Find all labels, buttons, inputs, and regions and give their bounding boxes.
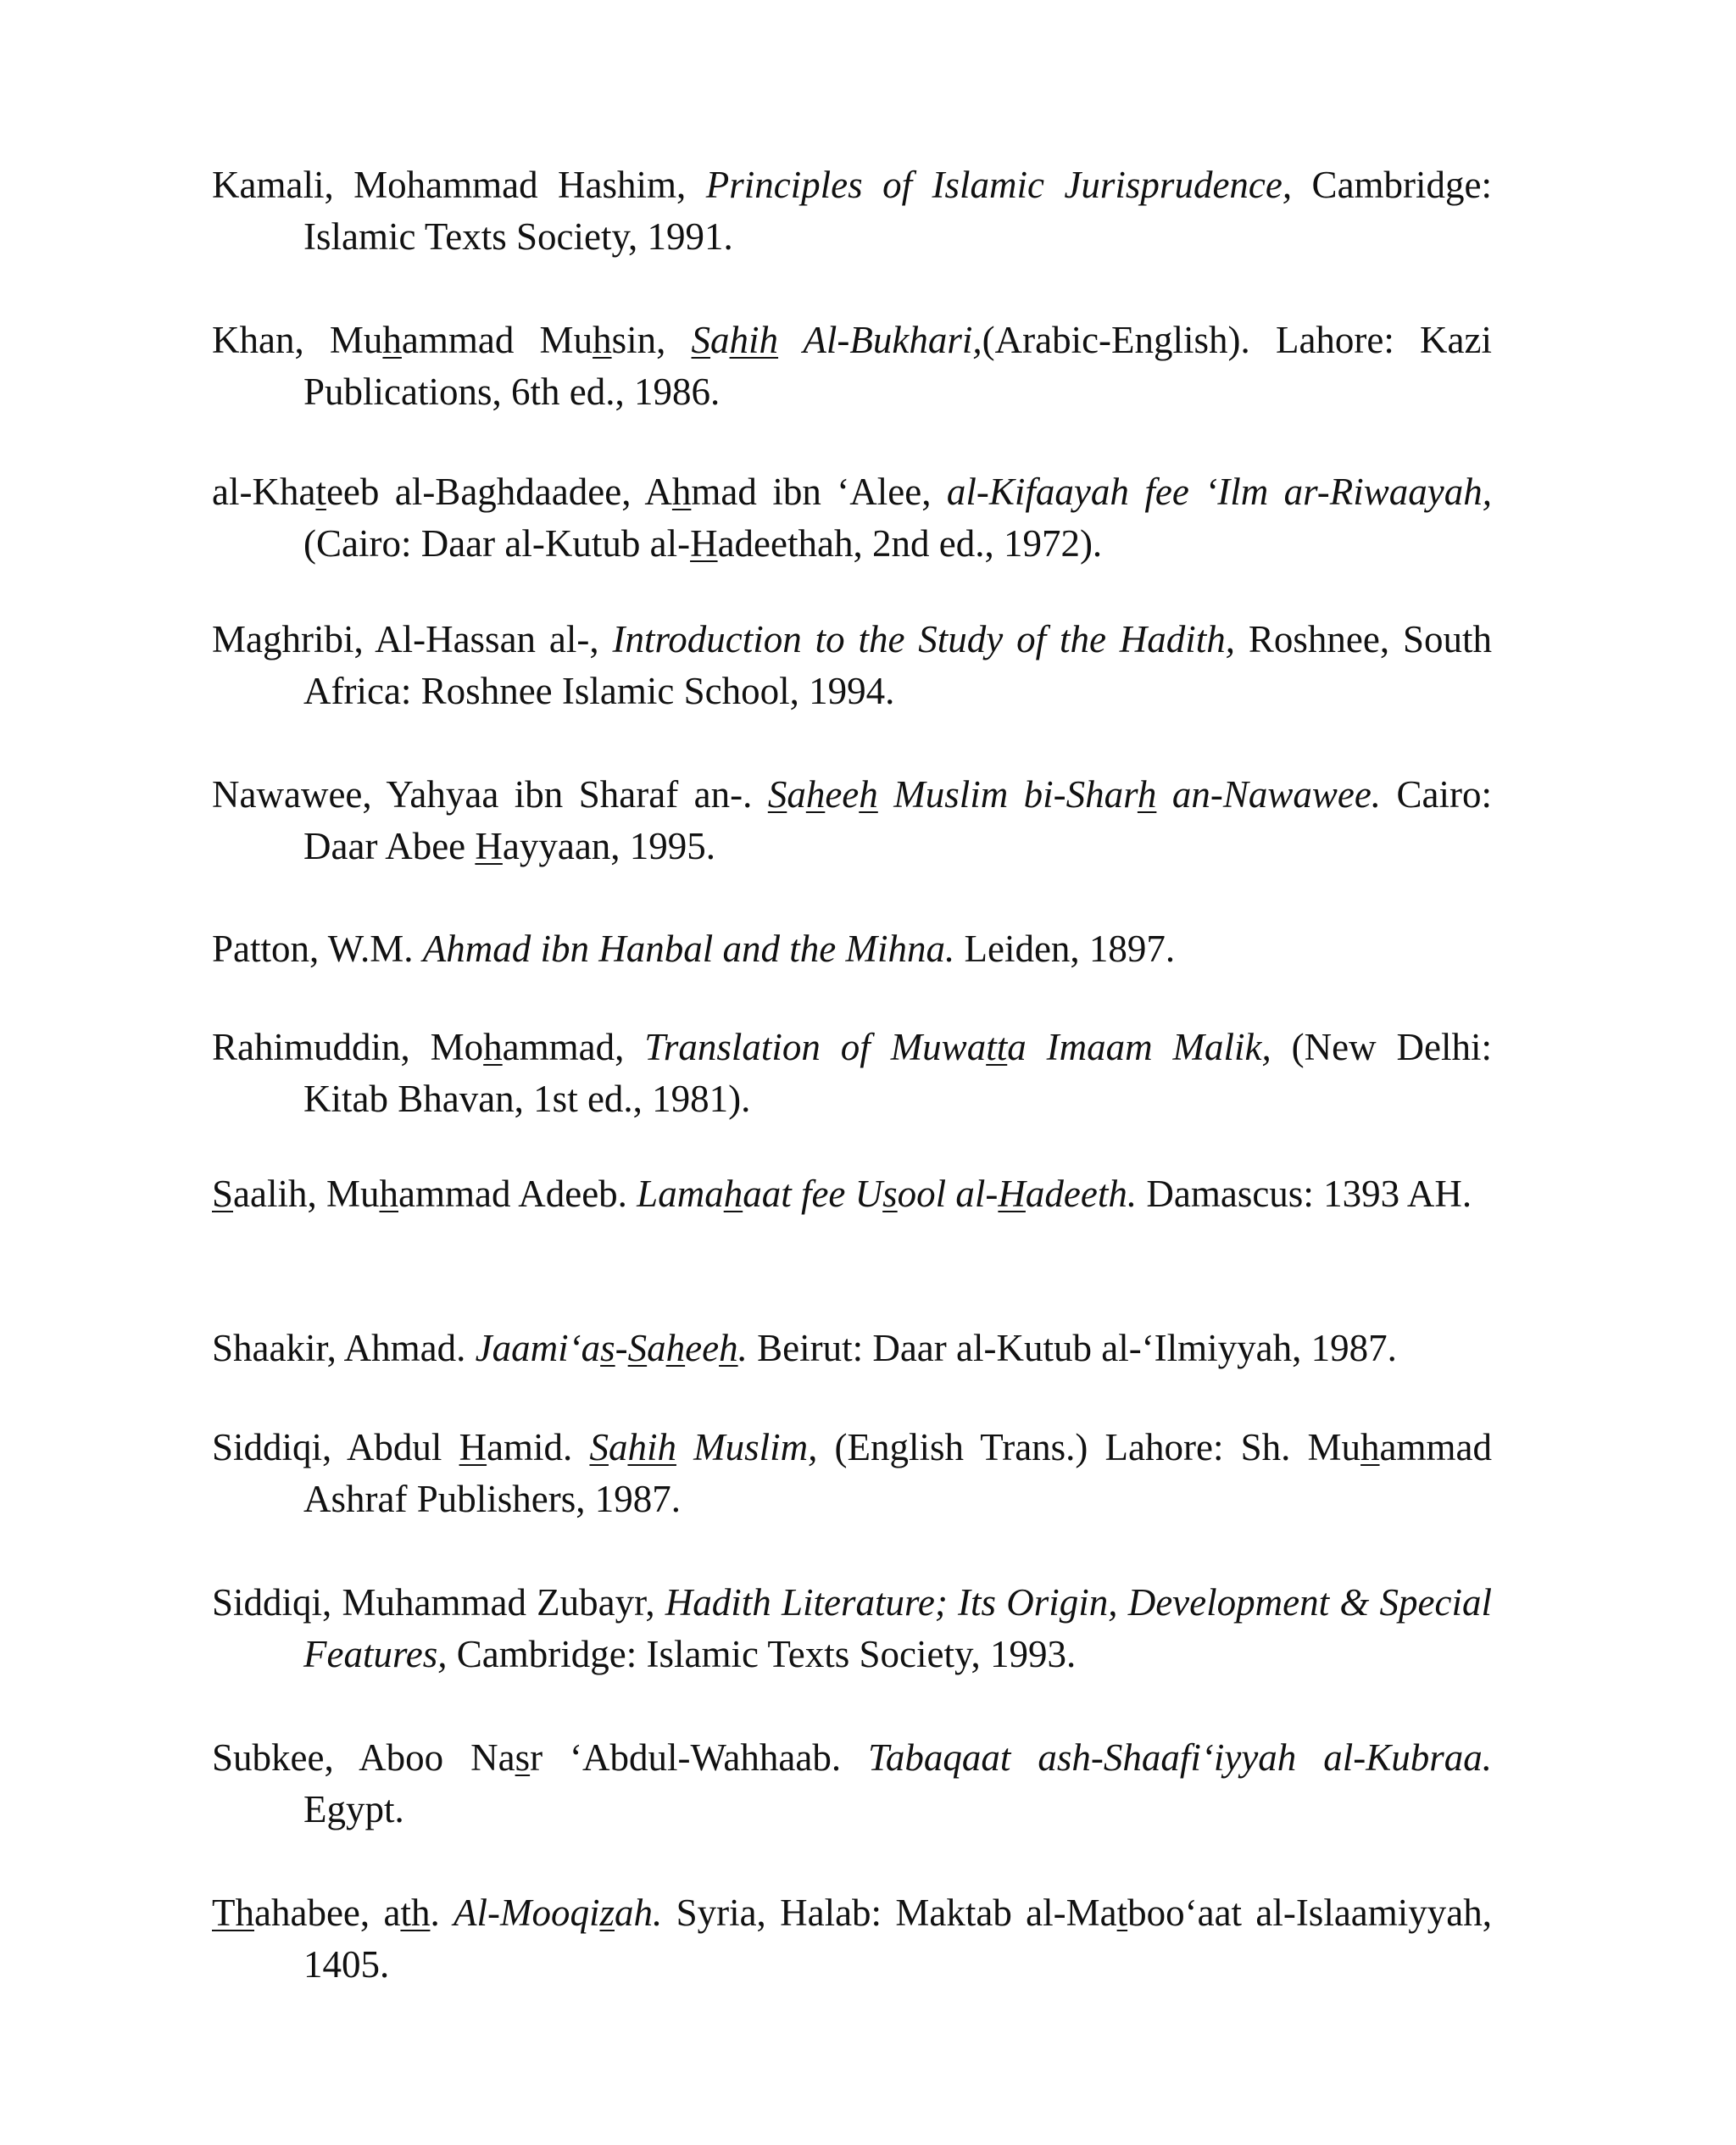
entry-text: amid. [487, 1426, 590, 1468]
entry-text: ammad Adeeb. [398, 1173, 637, 1215]
bibliography-entry-saalih [212, 1168, 1492, 1220]
entry-title: Principles of Islamic Jurisprudence, [705, 164, 1293, 206]
entry-text: Cambridge: Islamic Texts Society, 1991. [303, 164, 1493, 258]
entry-text-underlined: t [1116, 1892, 1128, 1934]
entry-text: Roshnee, South Africa: Roshnee Islamic School, 1994. [303, 618, 1492, 712]
entry-text-underlined: h [483, 1026, 503, 1068]
entry-text: ammad Ashraf Publishers, 1987. [303, 1426, 1492, 1520]
bibliography-entry-subkee [212, 1732, 1492, 1836]
entry-title: Lama [637, 1173, 724, 1215]
entry-title: a [608, 1426, 628, 1468]
entry-text: Rahimuddin, Mo [212, 1026, 484, 1068]
entry-title: ool al- [897, 1173, 999, 1215]
entry-text-underlined: h [382, 319, 402, 361]
entry-title-underlined: h [723, 1173, 743, 1215]
entry-text-underlined: t [315, 471, 326, 513]
entry-title-underlined: h [805, 773, 826, 816]
entry-title-underlined: s [600, 1327, 615, 1369]
entry-title: aat fee U [743, 1173, 883, 1215]
entry-text-underlined: s [515, 1736, 531, 1779]
entry-title: a [710, 319, 730, 361]
entry-title: Al-Mooqi [453, 1892, 600, 1934]
entry-title-underlined: S [691, 319, 711, 361]
entry-title: Muslim bi-Shar [877, 773, 1138, 816]
entry-title: . [737, 1327, 748, 1369]
entry-text: Khan, Mu [212, 319, 383, 361]
bibliography-entry-thahabee [212, 1887, 1492, 1991]
entry-title-underlined: hih [729, 319, 779, 361]
entry-title-underlined: H [998, 1173, 1026, 1215]
bibliography-entry-khateeb [212, 466, 1492, 570]
entry-text-underlined: H [459, 1426, 487, 1468]
entry-text-underlined: h [1360, 1426, 1380, 1468]
entry-text: eeb al-Baghdaadee, A [326, 471, 672, 513]
bibliography-entry-rahimuddin [212, 1022, 1492, 1125]
entry-title: a [647, 1327, 666, 1369]
entry-text: aalih, Mu [233, 1173, 380, 1215]
entry-title-underlined: h [1137, 773, 1157, 816]
entry-title: - [615, 1327, 628, 1369]
entry-title: an-Nawawee. [1156, 773, 1382, 816]
entry-title: Tabaqaat ash-Shaafi‘iyyah al-Kubraa. [868, 1736, 1493, 1779]
entry-title: Translation of Muwa [644, 1026, 987, 1068]
entry-text: adeethah, 2nd ed., 1972). [717, 522, 1103, 565]
entry-title-underlined: h [859, 773, 878, 816]
entry-title-underlined: tt [986, 1026, 1008, 1068]
entry-title: Al-Bukhari, [778, 319, 982, 361]
entry-text: Beirut: Daar al-Kutub al-‘Ilmiyyah, 1987. [747, 1327, 1397, 1369]
entry-text: (Arabic-English). Lahore: Kazi Publications, 6th ed., 1986. [303, 319, 1493, 413]
entry-text-underlined: H [475, 825, 503, 867]
entry-title-underlined: h [719, 1327, 738, 1369]
entry-text: Damascus: 1393 AH. [1137, 1173, 1472, 1215]
entry-title-underlined: S [589, 1426, 609, 1468]
entry-text: boo‘aat al-Islaamiyyah, 1405. [303, 1892, 1492, 1986]
entry-text-underlined: h [593, 319, 612, 361]
entry-text: sin, [611, 319, 692, 361]
entry-text: al-Kha [212, 471, 316, 513]
entry-title: Hadith Literature; Its Origin, Development & Special Features, [303, 1581, 1492, 1675]
entry-title: a Imaam Malik, [1007, 1026, 1271, 1068]
entry-text: Maghribi, Al-Hassan al-, [212, 618, 613, 660]
entry-text: Siddiqi, Abdul [212, 1426, 459, 1468]
entry-text: ammad Mu [401, 319, 593, 361]
bibliography-entry-siddiqi-abdul [212, 1422, 1492, 1525]
bibliography-entry-kamali [212, 159, 1492, 263]
entry-title: Jaami‘a [475, 1327, 601, 1369]
entry-title: ah. [615, 1892, 663, 1934]
bibliography-entry-patton [212, 923, 1492, 975]
entry-text: mad ibn ‘Alee, [691, 471, 947, 513]
entry-title-underlined: S [627, 1327, 648, 1369]
entry-text: Egypt. [303, 1788, 404, 1830]
entry-title: Ahmad ibn Hanbal and the Mihna. [422, 928, 955, 970]
entry-text: Subkee, Aboo Na [212, 1736, 515, 1779]
entry-text: Siddiqi, Muhammad Zubayr, [212, 1581, 665, 1624]
entry-text: r ‘Abdul-Wahhaab. [530, 1736, 869, 1779]
entry-text-underlined: h [671, 471, 692, 513]
entry-title: adeeth. [1025, 1173, 1138, 1215]
bibliography-entry-siddiqi-zubayr [212, 1577, 1492, 1680]
entry-title-underlined: s [882, 1173, 898, 1215]
entry-text: (Cairo: Daar al-Kutub al- [303, 522, 691, 565]
entry-text: ayyaan, 1995. [502, 825, 716, 867]
bibliography-entry-nawawee [212, 769, 1492, 872]
entry-text-underlined: Th [212, 1892, 254, 1934]
entry-text: Kamali, Mohammad Hashim, [212, 164, 706, 206]
entry-text: Cambridge: Islamic Texts Society, 1993. [447, 1633, 1077, 1675]
entry-text-underlined: h [379, 1173, 398, 1215]
entry-text: ahabee, a [254, 1892, 401, 1934]
entry-title-underlined: z [599, 1892, 615, 1934]
entry-title: a [787, 773, 806, 816]
entry-text-underlined: H [690, 522, 718, 565]
entry-text: Cairo: Daar Abee [303, 773, 1492, 867]
entry-title: ee [685, 1327, 720, 1369]
entry-text: Syria, Halab: Maktab al-Ma [662, 1892, 1117, 1934]
bibliography-entry-shaakir [212, 1323, 1492, 1374]
bibliography-entry-khan [212, 315, 1492, 418]
entry-title-underlined: h [665, 1327, 686, 1369]
bibliography-entry-maghribi [212, 614, 1492, 717]
entry-text: Patton, W.M. [212, 928, 423, 970]
entry-text: (New Delhi: Kitab Bhavan, 1st ed., 1981). [303, 1026, 1493, 1120]
entry-text: ammad, [502, 1026, 645, 1068]
entry-text: Shaakir, Ahmad. [212, 1327, 476, 1369]
entry-title-underlined: hih [627, 1426, 676, 1468]
entry-title: ee [825, 773, 860, 816]
entry-text: (English Trans.) Lahore: Sh. Mu [817, 1426, 1361, 1468]
entry-text: Leiden, 1897. [954, 928, 1176, 970]
entry-title: Muslim, [676, 1426, 818, 1468]
entry-title: Introduction to the Study of the Hadith, [612, 618, 1236, 660]
entry-text-underlined: th [400, 1892, 431, 1934]
entry-text: Nawawee, Yahyaa ibn Sharaf an-. [212, 773, 768, 816]
entry-title-underlined: S [767, 773, 787, 816]
entry-title: al-Kifaayah fee ‘Ilm ar-Riwaayah, [946, 471, 1492, 513]
entry-text-underlined: S [212, 1173, 234, 1215]
entry-text: . [430, 1892, 454, 1934]
